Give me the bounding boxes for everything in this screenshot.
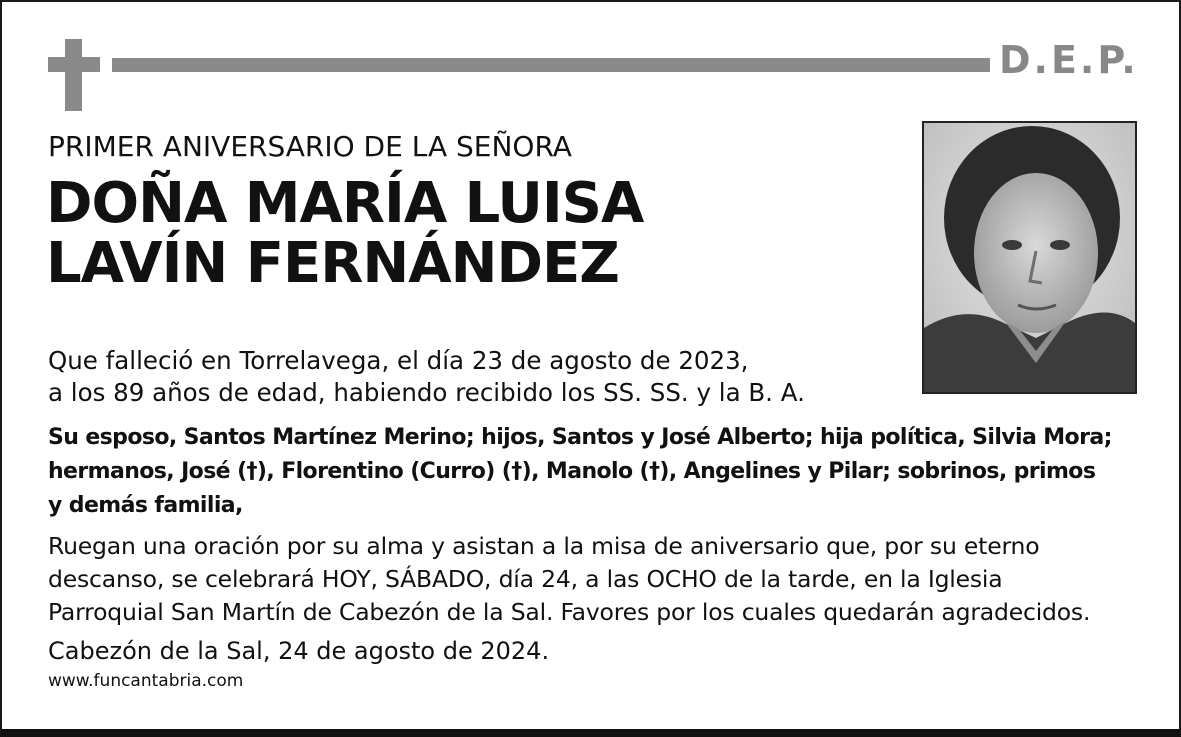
dep-label: D.E.P.	[999, 38, 1139, 82]
website-link[interactable]: www.funcantabria.com	[48, 671, 244, 691]
family-list	[48, 421, 1138, 523]
deceased-name	[46, 171, 644, 296]
cross-icon	[48, 39, 100, 111]
death-notice-line-2: a los 89 años de edad, habiendo recibido los SS. SS. y la B. A.	[48, 378, 805, 407]
request-line-1: Ruegan una oración por su alma y asistan a la misa de aniversario que, por su eterno	[48, 532, 1040, 560]
family-line-3: y demás familia,	[48, 493, 243, 518]
header-rule	[112, 58, 990, 72]
mass-request	[48, 530, 1138, 629]
family-line-1: Su esposo, Santos Martínez Merino; hijos, Santos y José Alberto; hija política, Silvia Mora;	[48, 425, 1112, 450]
name-line-1: DOÑA MARÍA LUISA	[46, 171, 644, 236]
family-line-2: hermanos, José (†), Florentino (Curro) (†), Manolo (†), Angelines y Pilar; sobrinos, primos	[48, 459, 1096, 484]
death-notice	[48, 345, 1138, 409]
intro-text: PRIMER ANIVERSARIO DE LA SEÑORA	[48, 130, 572, 163]
name-line-2: LAVÍN FERNÁNDEZ	[46, 231, 619, 296]
request-line-2: descanso, se celebrará HOY, SÁBADO, día 24, a las OCHO de la tarde, en la Iglesia	[48, 565, 1003, 593]
death-notice-line-1: Que falleció en Torrelavega, el día 23 de agosto de 2023,	[48, 346, 749, 375]
place-date: Cabezón de la Sal, 24 de agosto de 2024.	[48, 637, 550, 665]
request-line-3: Parroquial San Martín de Cabezón de la Sal. Favores por los cuales quedarán agradecidos.	[48, 598, 1091, 626]
